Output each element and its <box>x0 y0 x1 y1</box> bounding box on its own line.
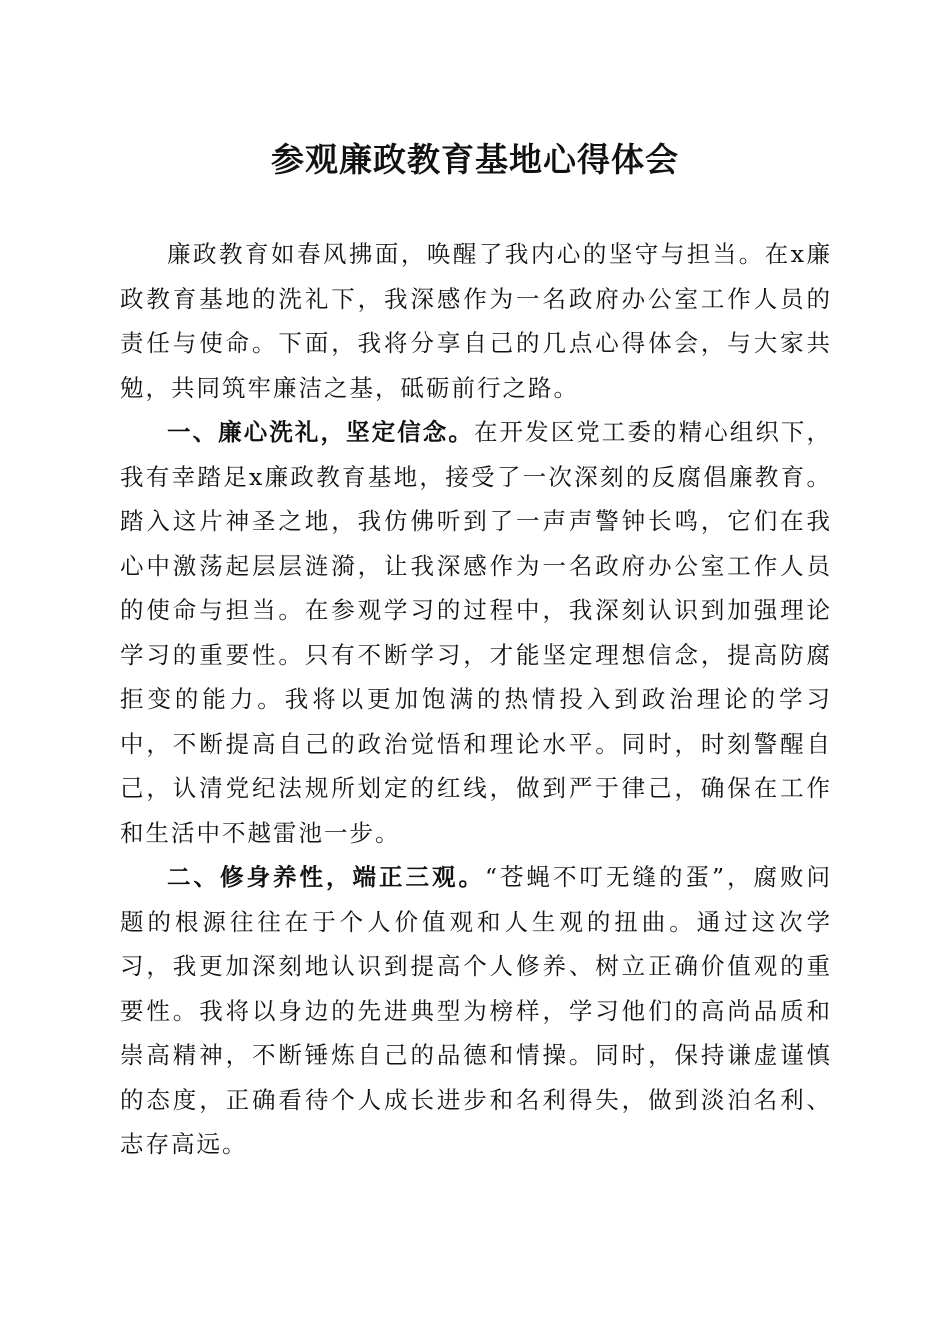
section-two-heading: 二、修身养性，端正三观。 <box>167 863 485 891</box>
intro-paragraph <box>120 232 832 410</box>
section-one-text: 在开发区党工委的精心组织下，我有幸踏足x廉政教育基地，接受了一次深刻的反腐倡廉教育。踏入这片神圣之地，我仿佛听到了一声声警钟长鸣，它们在我心中激荡起层层涟漪，让我深感作为一名政府办公室工作人员的使命与担当。在参观学习的过程中，我深刻认识到加强理论学习的重要性。只有不断学习，才能坚定理想信念，提高防腐拒变的能力。我将以更加饱满的热情投入到政治理论的学习中，不断提高自己的政治觉悟和理论水平。同时，时刻警醒自己，认清党纪法规所划定的红线，做到严于律己，确保在工作和生活中不越雷池一步。 <box>120 418 833 847</box>
document-title: 参观廉政教育基地心得体会 <box>271 140 679 179</box>
section-two-paragraph <box>120 855 832 1167</box>
section-two-text: “苍蝇不叮无缝的蛋”，腐败问题的根源往往在于个人价值观和人生观的扭曲。通过这次学习，我更加深刻地认识到提高个人修养、树立正确价值观的重要性。我将以身边的先进典型为榜样，学习他们的高尚品质和崇高精神，不断锤炼自己的品德和情操。同时，保持谦虚谨慎的态度，正确看待个人成长进步和名利得失，做到淡泊名利、志存高远。 <box>120 863 833 1158</box>
intro-paragraph-text: 廉政教育如春风拂面，唤醒了我内心的坚守与担当。在x廉政教育基地的洗礼下，我深感作为一名政府办公室工作人员的责任与使命。下面，我将分享自己的几点心得体会，与大家共勉，共同筑牢廉洁之基，砥砺前行之路。 <box>120 240 832 402</box>
section-one-heading: 一、廉心洗礼，坚定信念。 <box>167 418 474 446</box>
section-one-paragraph <box>120 410 832 855</box>
document-body <box>120 232 832 1167</box>
